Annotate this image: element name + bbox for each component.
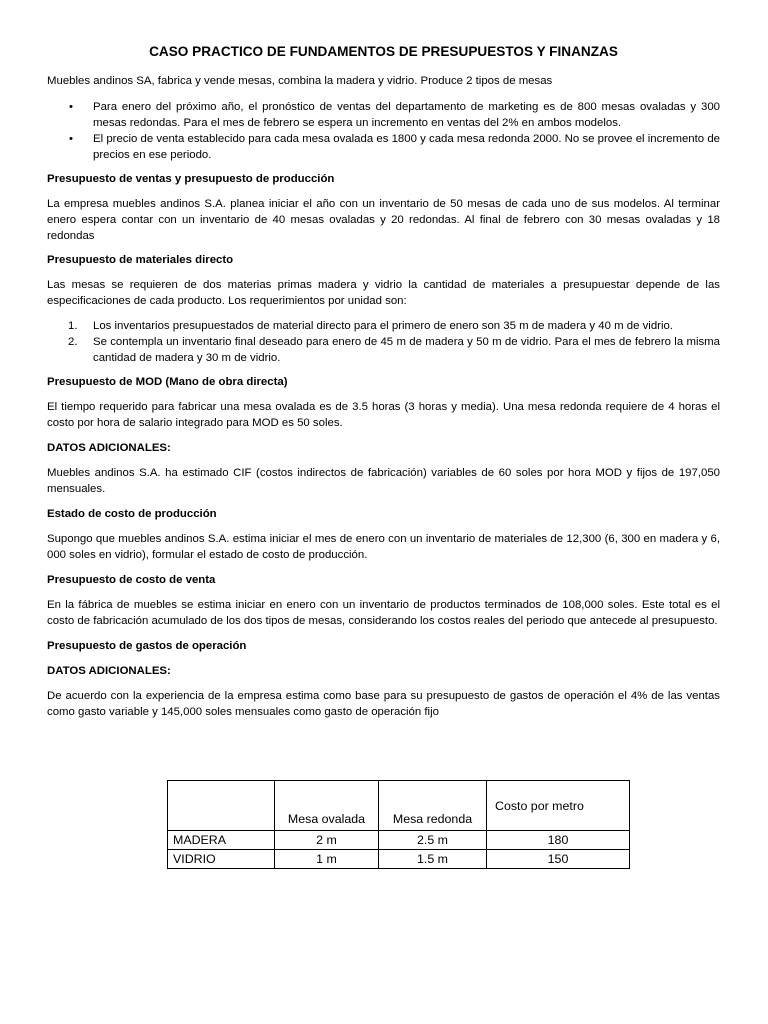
list-item <box>47 131 720 163</box>
table-cell: 2 m <box>275 831 379 850</box>
section-heading-materiales: Presupuesto de materiales directo <box>47 254 234 266</box>
section-heading-costo-produccion: Estado de costo de producción <box>47 508 217 520</box>
table-cell: 2.5 m <box>379 831 487 850</box>
table-cell: VIDRIO <box>168 850 275 869</box>
list-number: 2. <box>68 336 78 348</box>
table-cell: 1 m <box>275 850 379 869</box>
list-item-text: Para enero del próximo año, el pronóstico de ventas del departamento de marketing es de 800 mesas ovaladas y 300 mesas redondas. Para el mes de febrero se espera un incremento en ventas del 2% en ambos modelos. <box>93 101 720 129</box>
table-header-cell: Costo por metro <box>487 781 630 831</box>
bullet-icon: • <box>69 133 73 145</box>
table-cell: 150 <box>487 850 630 869</box>
table-header-row <box>168 781 630 831</box>
section-heading-gastos-operacion: Presupuesto de gastos de operación <box>47 640 247 652</box>
list-item <box>47 334 720 366</box>
materiales-numbered-list <box>47 318 720 366</box>
mod-paragraph: El tiempo requerido para fabricar una mesa ovalada es de 3.5 horas (3 horas y media). Una mesa redonda requiere de 4 horas el costo por hora de salario integrado para MOD es 50 soles. <box>47 401 720 429</box>
table-header-cell <box>168 781 275 831</box>
table-row <box>168 831 630 850</box>
datos-adicionales-paragraph-1: Muebles andinos S.A. ha estimado CIF (costos indirectos de fabricación) variables de 60 soles por hora MOD y fijos de 197,050 mensuales. <box>47 467 720 495</box>
table-header-cell: Mesa ovalada <box>275 781 379 831</box>
table-row <box>168 850 630 869</box>
list-number: 1. <box>68 320 78 332</box>
section-heading-costo-venta: Presupuesto de costo de venta <box>47 574 216 586</box>
section-heading-datos-adicionales-2: DATOS ADICIONALES: <box>47 665 171 677</box>
list-item-text: Se contempla un inventario final deseado para enero de 45 m de madera y 50 m de vidrio. Para el mes de febrero la misma cantidad de madera y 30 m de vidrio. <box>93 336 720 364</box>
costo-produccion-paragraph: Supongo que muebles andinos S.A. estima iniciar el mes de enero con un inventario de materiales de 12,300 (6, 300 en madera y 6, 000 soles en vidrio), formular el estado de costo de producción. <box>47 533 720 561</box>
list-item-text: El precio de venta establecido para cada mesa ovalada es 1800 y cada mesa redonda 2000. No se provee el incremento de precios en ese periodo. <box>93 133 720 161</box>
ventas-paragraph: La empresa muebles andinos S.A. planea iniciar el año con un inventario de 50 mesas de cada uno de sus modelos. Al terminar enero espera contar con un inventario de 40 mesas ovaladas y 20 redondas. Al final de febrero con 30 mesas ovaladas y 18 redondas <box>47 198 720 242</box>
gastos-operacion-paragraph: De acuerdo con la experiencia de la empresa estima como base para su presupuesto de gastos de operación el 4% de las ventas como gasto variable y 145,000 soles mensuales como gasto de operación fijo <box>47 690 720 718</box>
bullet-icon: • <box>69 101 73 113</box>
table-header-cell: Mesa redonda <box>379 781 487 831</box>
section-heading-datos-adicionales-1: DATOS ADICIONALES: <box>47 442 171 454</box>
intro-bullet-list <box>47 99 720 163</box>
document-title: CASO PRACTICO DE FUNDAMENTOS DE PRESUPUESTOS Y FINANZAS <box>149 44 618 59</box>
list-item-text: Los inventarios presupuestados de material directo para el primero de enero son 35 m de madera y 40 m de vidrio. <box>93 320 673 332</box>
intro-paragraph: Muebles andinos SA, fabrica y vende mesas, combina la madera y vidrio. Produce 2 tipos de mesas <box>47 75 553 87</box>
materials-cost-table <box>167 780 630 869</box>
list-item <box>47 318 720 334</box>
table-cell: 180 <box>487 831 630 850</box>
section-heading-ventas: Presupuesto de ventas y presupuesto de producción <box>47 173 335 185</box>
list-item <box>47 99 720 131</box>
table-cell: MADERA <box>168 831 275 850</box>
table-cell: 1.5 m <box>379 850 487 869</box>
costo-venta-paragraph: En la fábrica de muebles se estima iniciar en enero con un inventario de productos terminados de 108,000 soles. Este total es el costo de fabricación acumulado de los dos tipos de mesas, considerando los costos reales del periodo que antecede al presupuesto. <box>47 599 720 627</box>
section-heading-mod: Presupuesto de MOD (Mano de obra directa) <box>47 376 288 388</box>
materiales-paragraph: Las mesas se requieren de dos materias primas madera y vidrio la cantidad de materiales a presupuestar depende de las especificaciones de cada producto. Los requerimientos por unidad son: <box>47 279 720 307</box>
